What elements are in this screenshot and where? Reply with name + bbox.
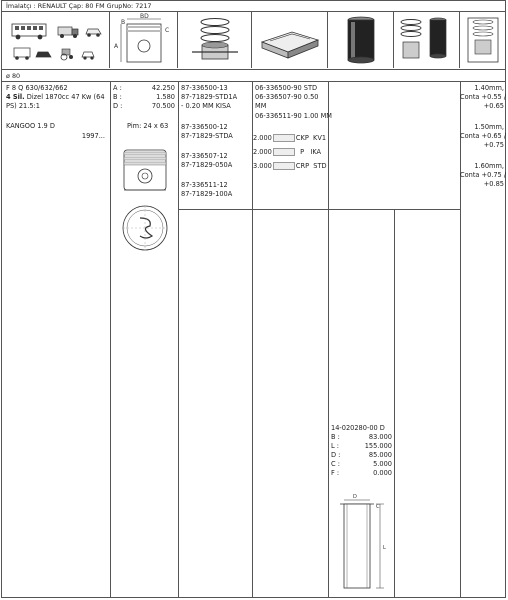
- liner-b-label: B :: [331, 433, 340, 441]
- piston-part: 87-336507-12: [181, 152, 228, 160]
- piston-part-note: - 0.20 MM KISA: [181, 102, 231, 110]
- liner-drawing-icon: [336, 494, 392, 594]
- piston-part: 87-71829-STDA: [181, 132, 233, 140]
- liner-d-value: 85.000: [368, 451, 392, 459]
- parts-table: [1, 82, 506, 598]
- gasket-note: +0.65: [483, 102, 504, 110]
- ring-size-value: 3.000: [253, 162, 272, 170]
- liner-cell: [328, 12, 394, 68]
- model-year: 1997...: [81, 132, 105, 140]
- piston-dimension-icon: [110, 12, 178, 68]
- svg-text:C: C: [376, 504, 380, 510]
- liner-l-value: 155.000: [364, 442, 392, 450]
- header-bar: [1, 0, 506, 12]
- gasket-note: +0.75: [483, 141, 504, 149]
- ring-swatch: [273, 162, 295, 170]
- row-divider: [178, 209, 460, 210]
- liner-l-label: L :: [331, 442, 339, 450]
- liner-f-label: F :: [331, 469, 340, 477]
- ring-part-unit: MM: [255, 102, 267, 110]
- ring-size-value: 2.000: [253, 148, 272, 156]
- vehicle-types-icon: [2, 12, 110, 68]
- svg-text:A: A: [114, 43, 119, 50]
- liner-c-value: 5.000: [373, 460, 392, 468]
- ring-size-code: CKP: [295, 134, 309, 142]
- svg-text:C: C: [165, 27, 170, 34]
- ring-size-row: [253, 148, 321, 157]
- liner-part: 14-020280-00 D: [331, 424, 385, 432]
- ring-part: 06-336511-90 1.00 MM: [255, 112, 332, 120]
- piston-part: 87-71829-050A: [181, 161, 233, 169]
- category-icons-row: [1, 12, 506, 70]
- ring-size-value: 2.000: [253, 134, 272, 142]
- ring-size-name: STD: [313, 162, 327, 170]
- engine-spec-line2: PS) 21.5:1: [6, 102, 40, 110]
- column-divider: [178, 82, 179, 597]
- piston-rings-icon: [178, 12, 252, 68]
- dim-b-value: 1.580: [156, 93, 175, 101]
- ring-size-name: IKA: [310, 148, 322, 156]
- piston-part: 87-336511-12: [181, 181, 228, 189]
- piston-ring-cell: [178, 12, 252, 68]
- kit-cell: [394, 12, 460, 68]
- piston-part: 87-336500-13: [181, 84, 228, 92]
- gasket-note: Conta +0.65 /: [460, 132, 507, 140]
- gasket-note: +0.85: [483, 180, 504, 188]
- header-text: İmalatçı : RENAULT Çap: 80 FM GrupNo: 7217: [6, 2, 152, 10]
- dim-a-label: A :: [113, 84, 122, 92]
- engine-spec-text: Dizel 1870cc 47 Kw (64: [24, 93, 105, 101]
- ring-set-cell: [252, 12, 328, 68]
- engine-kit-icon: [394, 12, 460, 68]
- dim-d-label: D :: [113, 102, 123, 110]
- vehicle-model: KANGOO 1.9 D: [6, 122, 55, 130]
- liner-d-label: D :: [331, 451, 341, 459]
- ring-swatch: [273, 148, 295, 156]
- column-divider: [460, 82, 461, 597]
- column-divider: [394, 210, 395, 597]
- piston-drawing-icon: [116, 144, 174, 206]
- engine-code: F 8 Q 630/632/662: [6, 84, 68, 92]
- gasket-note: 1.60mm,: [474, 162, 504, 170]
- gasket-cell: [460, 12, 506, 68]
- diameter-label: ø 80: [6, 72, 21, 80]
- dim-b-label: B :: [113, 93, 122, 101]
- svg-text:D: D: [353, 494, 357, 500]
- liner-c-label: C :: [331, 460, 340, 468]
- svg-text:L: L: [383, 545, 386, 551]
- svg-text:B: B: [121, 19, 126, 26]
- column-divider: [328, 82, 329, 597]
- cylinder-count: 4 Sil.: [6, 93, 25, 101]
- piston-part: 87-336500-12: [181, 123, 228, 131]
- gasket-note: Conta +0.55 /: [460, 93, 507, 101]
- gasket-note: 1.50mm,: [474, 123, 504, 131]
- vehicle-types-cell: [2, 12, 110, 68]
- column-divider: [252, 82, 253, 597]
- ring-part: 06-336500-90 STD: [255, 84, 318, 92]
- column-divider: [110, 82, 111, 597]
- diameter-row: [1, 70, 506, 82]
- gasket-note: Conta +0.75 /: [460, 171, 507, 179]
- piston-dimension-cell: [110, 12, 178, 68]
- ring-size-name: KV1: [313, 134, 327, 142]
- ring-swatch: [273, 134, 295, 142]
- piston-top-view-icon: [118, 202, 172, 254]
- pin-size: Pim: 24 x 63: [127, 122, 169, 130]
- svg-text:BD: BD: [140, 13, 149, 20]
- engine-spec: [6, 93, 105, 102]
- liner-b-value: 83.000: [368, 433, 392, 441]
- head-gasket-icon: [460, 12, 506, 68]
- ring-part: 06-336507-90 0.50: [255, 93, 319, 101]
- liner-f-value: 0.000: [373, 469, 392, 477]
- gasket-note: 1.40mm,: [474, 84, 504, 92]
- ring-size-row: [253, 134, 326, 143]
- ring-size-row: [253, 162, 327, 171]
- ring-size-code: P: [300, 148, 305, 156]
- piston-part: 87-71829-STD1A: [181, 93, 238, 101]
- dim-d-value: 70.500: [151, 102, 175, 110]
- piston-part: 87-71829-100A: [181, 190, 233, 198]
- cylinder-liner-icon: [328, 12, 394, 68]
- ring-size-code: CRP: [295, 162, 310, 170]
- ring-set-box-icon: [252, 12, 328, 68]
- dim-a-value: 42.250: [151, 84, 175, 92]
